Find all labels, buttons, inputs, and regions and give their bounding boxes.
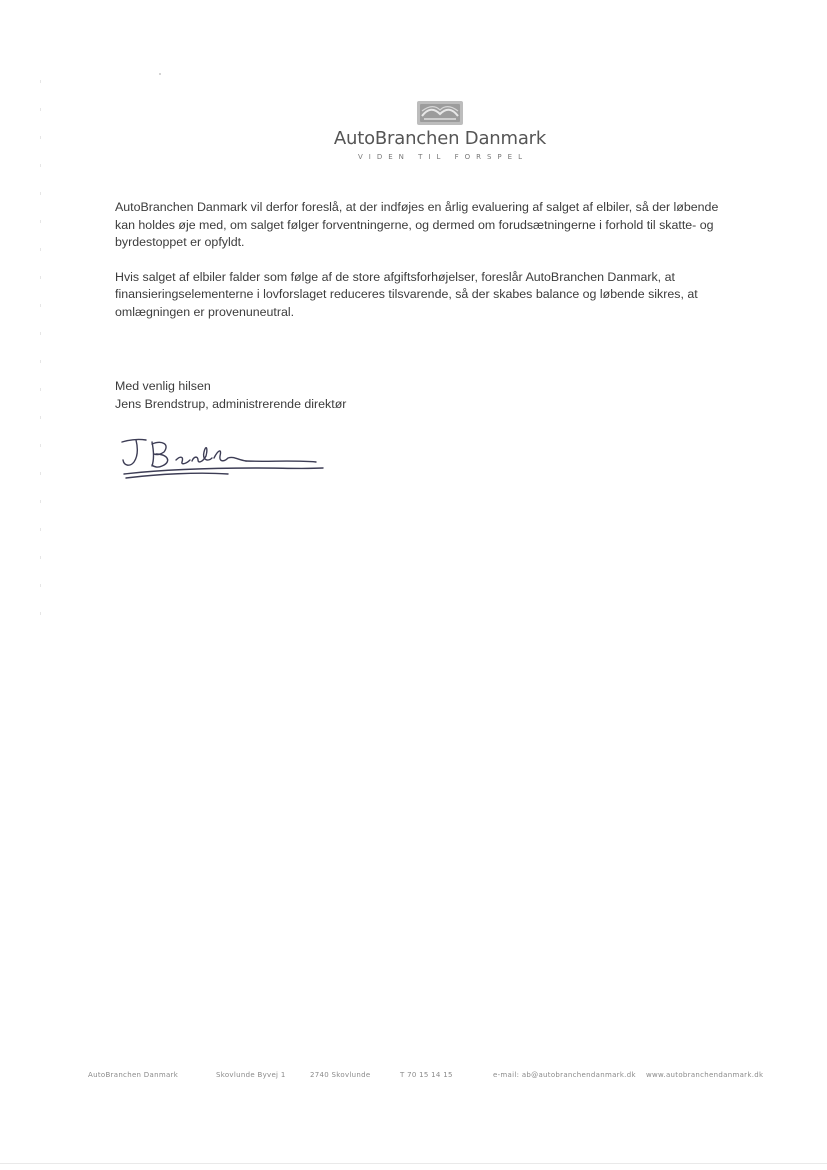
letterhead (300, 100, 580, 162)
footer-phone: T 70 15 14 15 (400, 1071, 453, 1079)
brand-name: AutoBranchen Danmark (333, 128, 547, 149)
scan-speck (159, 73, 161, 75)
footer-city: 2740 Skovlunde (310, 1071, 371, 1079)
footer-website: www.autobranchendanmark.dk (646, 1071, 764, 1079)
brand-tagline: VIDEN TIL FORSPEL (358, 153, 528, 161)
body-paragraph: Hvis salget af elbiler falder som følge af de store afgiftsforhøjelser, foreslår AutoBranchen Danmark, at finansieringselementerne i lovforslaget reduceres tilsvarende, så der skabes balance og løbende sikres, at omlægningen er provenuneutral. (115, 269, 698, 319)
footer-address: Skovlunde Byvej 1 (216, 1071, 286, 1079)
body-paragraph: AutoBranchen Danmark vil derfor foreslå, at der indføjes en årlig evaluering af salget af elbiler, så der løbende kan holdes øje med, om salget følger forventningerne, og dermed om forudsætningerne i forhold til skatte- og byrdestoppet er opfyldt. (115, 200, 719, 249)
signatory-name: Jens Brendstrup, administrerende direktør (115, 396, 347, 411)
scan-edge-artifact (40, 80, 41, 640)
letter-body (115, 199, 725, 338)
car-grille-logo-icon (416, 100, 464, 126)
letter-closing (115, 378, 515, 413)
salutation: Med venlig hilsen (115, 379, 211, 393)
letter-footer (88, 1071, 768, 1085)
handwritten-signature (118, 434, 328, 486)
footer-company: AutoBranchen Danmark (88, 1071, 179, 1079)
scan-bottom-edge (0, 1163, 827, 1164)
footer-email: e-mail: ab@autobranchendanmark.dk (493, 1071, 636, 1079)
